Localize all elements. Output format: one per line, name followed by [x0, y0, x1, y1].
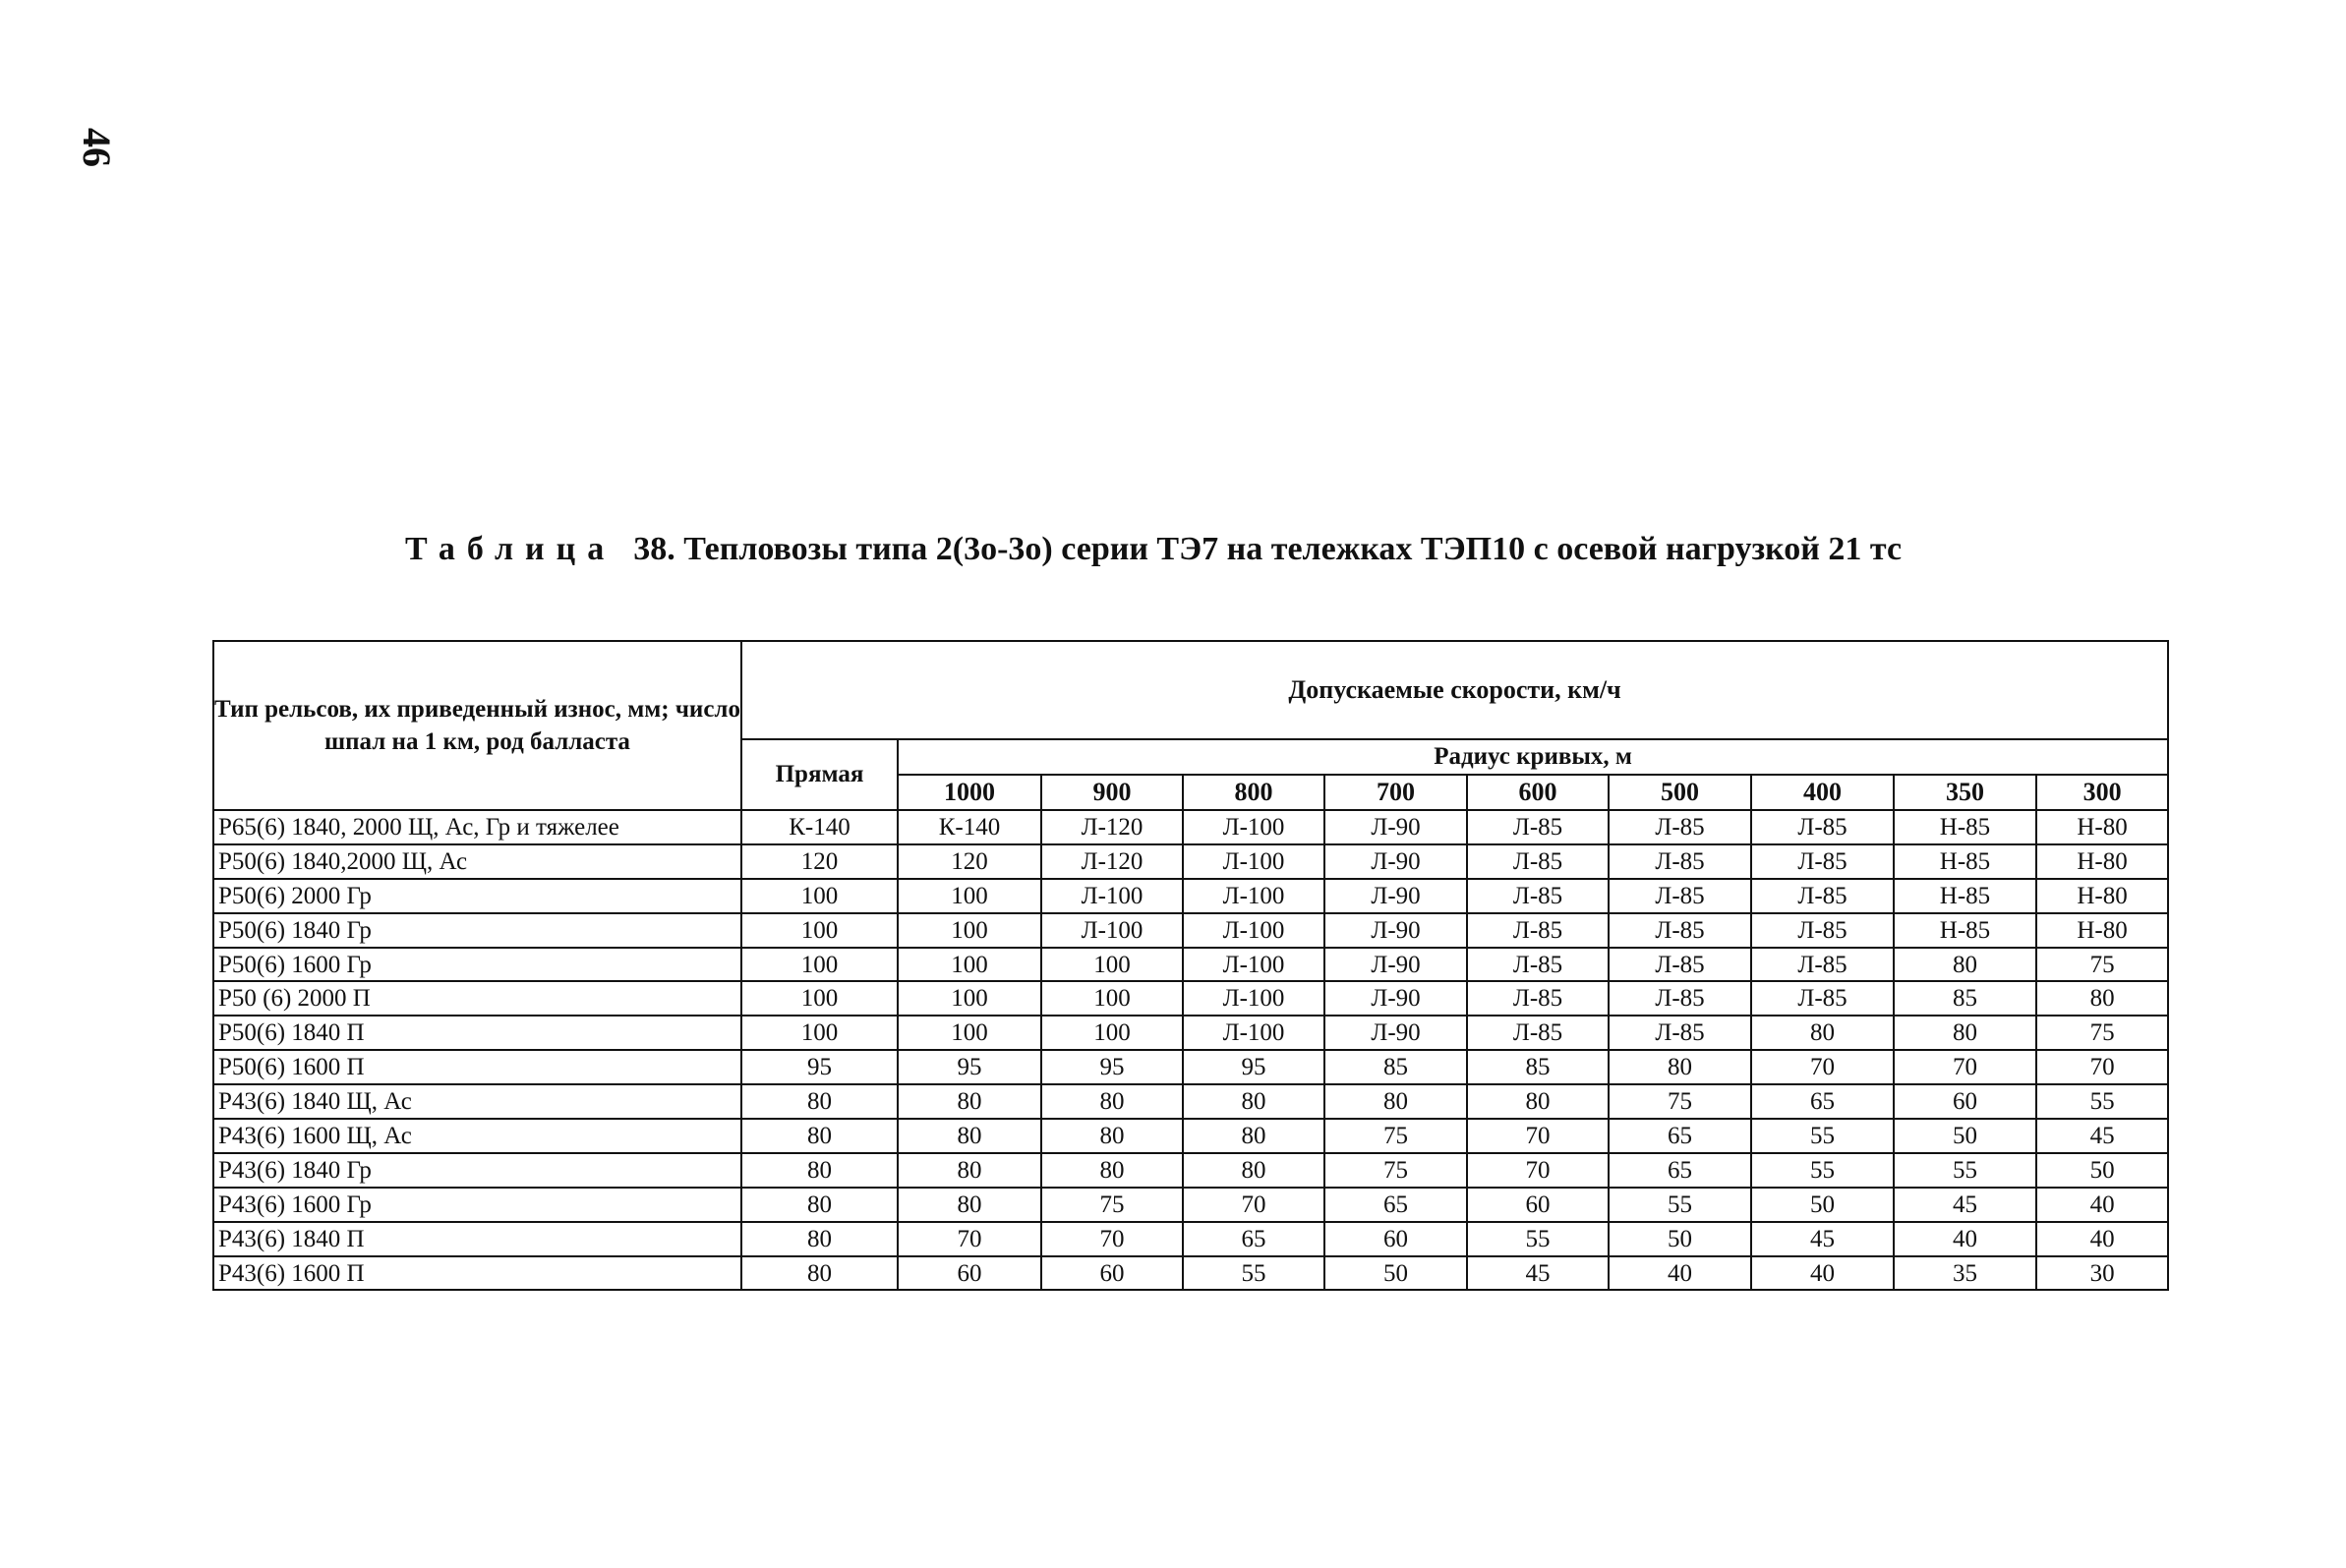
curve-speed-cell: 65 — [1324, 1188, 1467, 1222]
curve-speed-cell: 85 — [1894, 981, 2036, 1016]
curve-speed-cell: Н-85 — [1894, 879, 2036, 913]
curve-speed-cell: 80 — [1894, 948, 2036, 982]
rail-type-cell: Р65(6) 1840, 2000 Щ, Ас, Гр и тяжелее — [213, 810, 741, 844]
curve-speed-cell: 80 — [1041, 1084, 1183, 1119]
curve-speed-cell: Л-90 — [1324, 913, 1467, 948]
curve-speed-cell: 95 — [1041, 1050, 1183, 1084]
curve-speed-cell: 65 — [1609, 1119, 1751, 1153]
rail-type-cell: Р43(6) 1840 Щ, Ас — [213, 1084, 741, 1119]
curve-speed-cell: 80 — [1041, 1119, 1183, 1153]
curve-speed-cell: 60 — [1324, 1222, 1467, 1256]
curve-speed-cell: 80 — [1324, 1084, 1467, 1119]
table-row — [213, 844, 2168, 879]
curve-speed-cell: 80 — [1467, 1084, 1609, 1119]
curve-speed-cell: Л-90 — [1324, 981, 1467, 1016]
straight-speed-cell: 80 — [741, 1119, 898, 1153]
straight-speed-cell: 80 — [741, 1084, 898, 1119]
curve-speed-cell: 50 — [1751, 1188, 1894, 1222]
rail-type-cell: Р50(6) 1840 П — [213, 1016, 741, 1050]
curve-speed-cell: Н-85 — [1894, 913, 2036, 948]
curve-speed-cell: 95 — [1183, 1050, 1324, 1084]
table-row — [213, 879, 2168, 913]
curve-speed-cell: 70 — [1894, 1050, 2036, 1084]
curve-speed-cell: 50 — [2036, 1153, 2168, 1188]
curve-speed-cell: 75 — [2036, 1016, 2168, 1050]
allowed-speeds-header: Допускаемые скорости, км/ч — [741, 641, 2168, 739]
rail-type-cell: Р43(6) 1600 Щ, Ас — [213, 1119, 741, 1153]
table-body — [213, 810, 2168, 1290]
curve-speed-cell: 40 — [1751, 1256, 1894, 1291]
curve-speed-cell: 70 — [1183, 1188, 1324, 1222]
table-row — [213, 1084, 2168, 1119]
radius-column-header: 700 — [1324, 775, 1467, 810]
radius-column-header: 600 — [1467, 775, 1609, 810]
curve-speed-cell: Л-120 — [1041, 844, 1183, 879]
radius-column-header: 900 — [1041, 775, 1183, 810]
curve-speed-cell: 30 — [2036, 1256, 2168, 1291]
curve-speed-cell: 100 — [898, 879, 1041, 913]
curve-speed-cell: 65 — [1183, 1222, 1324, 1256]
curve-speed-cell: 55 — [2036, 1084, 2168, 1119]
straight-speed-cell: 80 — [741, 1222, 898, 1256]
radius-column-header: 800 — [1183, 775, 1324, 810]
curve-speed-cell: 60 — [1894, 1084, 2036, 1119]
table-row — [213, 810, 2168, 844]
straight-speed-cell: 100 — [741, 948, 898, 982]
curve-speed-cell: Л-85 — [1751, 879, 1894, 913]
table-title-label: Таблица — [405, 531, 616, 567]
curve-speed-cell: 100 — [898, 948, 1041, 982]
radius-column-header: 500 — [1609, 775, 1751, 810]
curve-speed-cell: Н-80 — [2036, 913, 2168, 948]
curve-speed-cell: 80 — [1183, 1119, 1324, 1153]
curve-speed-cell: 65 — [1609, 1153, 1751, 1188]
curve-speed-cell: Л-85 — [1609, 948, 1751, 982]
curve-speed-cell: Л-100 — [1183, 913, 1324, 948]
curve-speed-cell: 75 — [2036, 948, 2168, 982]
table-row — [213, 1119, 2168, 1153]
table-row — [213, 1222, 2168, 1256]
curve-speed-cell: 100 — [1041, 1016, 1183, 1050]
curve-speed-cell: Л-85 — [1751, 948, 1894, 982]
curve-speed-cell: 80 — [2036, 981, 2168, 1016]
curve-speed-cell: Л-90 — [1324, 1016, 1467, 1050]
straight-header: Прямая — [741, 739, 898, 810]
curve-speed-cell: К-140 — [898, 810, 1041, 844]
curve-speed-cell: 70 — [1751, 1050, 1894, 1084]
curve-speed-cell: 55 — [1609, 1188, 1751, 1222]
curve-speed-cell: Л-90 — [1324, 810, 1467, 844]
curve-speed-cell: 45 — [1467, 1256, 1609, 1291]
rail-type-cell: Р50(6) 1600 Гр — [213, 948, 741, 982]
straight-speed-cell: 100 — [741, 981, 898, 1016]
curve-speed-cell: Л-90 — [1324, 948, 1467, 982]
table-row — [213, 913, 2168, 948]
straight-speed-cell: К-140 — [741, 810, 898, 844]
curve-speed-cell: 100 — [1041, 948, 1183, 982]
curve-speed-cell: 80 — [1894, 1016, 2036, 1050]
curve-speed-cell: Л-120 — [1041, 810, 1183, 844]
curve-speed-cell: 100 — [898, 981, 1041, 1016]
curve-speed-cell: Л-85 — [1467, 913, 1609, 948]
curve-speed-cell: 50 — [1894, 1119, 2036, 1153]
rail-type-cell: Р50(6) 1600 П — [213, 1050, 741, 1084]
curve-speed-cell: 80 — [898, 1119, 1041, 1153]
straight-speed-cell: 80 — [741, 1188, 898, 1222]
curve-speed-cell: 80 — [898, 1153, 1041, 1188]
straight-speed-cell: 100 — [741, 879, 898, 913]
straight-speed-cell: 80 — [741, 1256, 898, 1291]
table-row — [213, 1016, 2168, 1050]
curve-speed-cell: 80 — [898, 1188, 1041, 1222]
radius-column-header: 400 — [1751, 775, 1894, 810]
curve-speed-cell: Л-85 — [1609, 879, 1751, 913]
curve-speed-cell: Л-85 — [1751, 913, 1894, 948]
radius-column-header: 300 — [2036, 775, 2168, 810]
curve-speed-cell: Н-85 — [1894, 844, 2036, 879]
curve-speed-cell: 45 — [2036, 1119, 2168, 1153]
curve-speed-cell: 75 — [1041, 1188, 1183, 1222]
straight-speed-cell: 100 — [741, 1016, 898, 1050]
table-row — [213, 1256, 2168, 1291]
curve-speed-cell: Л-85 — [1467, 948, 1609, 982]
page-number: 46 — [75, 128, 119, 167]
curve-speed-cell: 85 — [1324, 1050, 1467, 1084]
curve-speed-cell: 120 — [898, 844, 1041, 879]
curve-speed-cell: 60 — [898, 1256, 1041, 1291]
curve-speed-cell: Н-80 — [2036, 879, 2168, 913]
table-title-text: 38. Тепловозы типа 2(3о-3о) серии ТЭ7 на тележках ТЭП10 с осевой нагрузкой 21 тс — [633, 531, 1903, 567]
curve-speed-cell: Л-85 — [1467, 844, 1609, 879]
curve-speed-cell: 70 — [898, 1222, 1041, 1256]
curve-speed-cell: 55 — [1751, 1153, 1894, 1188]
curve-speed-cell: Л-100 — [1183, 844, 1324, 879]
curve-speed-cell: Н-80 — [2036, 844, 2168, 879]
rail-type-cell: Р43(6) 1600 П — [213, 1256, 741, 1291]
curve-speed-cell: 100 — [898, 1016, 1041, 1050]
curve-speed-cell: 40 — [1609, 1256, 1751, 1291]
curve-speed-cell: 70 — [1467, 1119, 1609, 1153]
table-title — [405, 531, 2175, 568]
table-row — [213, 948, 2168, 982]
curve-speed-cell: 65 — [1751, 1084, 1894, 1119]
curve-speed-cell: Н-80 — [2036, 810, 2168, 844]
curve-speed-cell: 55 — [1751, 1119, 1894, 1153]
curve-speed-cell: Л-85 — [1609, 810, 1751, 844]
curve-speed-cell: Н-85 — [1894, 810, 2036, 844]
curve-speed-cell: Л-90 — [1324, 879, 1467, 913]
curve-speed-cell: Л-100 — [1183, 810, 1324, 844]
curve-speed-cell: 95 — [898, 1050, 1041, 1084]
curve-speed-cell: 100 — [1041, 981, 1183, 1016]
rail-type-cell: Р43(6) 1600 Гр — [213, 1188, 741, 1222]
curve-speed-cell: 55 — [1894, 1153, 2036, 1188]
curve-speed-cell: 40 — [2036, 1188, 2168, 1222]
curve-speed-cell: 80 — [1183, 1153, 1324, 1188]
curve-speed-cell: Л-85 — [1609, 844, 1751, 879]
rail-type-cell: Р50(6) 2000 Гр — [213, 879, 741, 913]
curve-speed-cell: 70 — [1467, 1153, 1609, 1188]
curve-speed-cell: Л-85 — [1467, 879, 1609, 913]
curve-speed-cell: 60 — [1041, 1256, 1183, 1291]
curve-speed-cell: 60 — [1467, 1188, 1609, 1222]
curve-speed-cell: Л-90 — [1324, 844, 1467, 879]
curve-speed-cell: 40 — [2036, 1222, 2168, 1256]
rail-type-cell: Р50 (6) 2000 П — [213, 981, 741, 1016]
curve-speed-cell: Л-100 — [1183, 981, 1324, 1016]
curve-speed-cell: Л-100 — [1183, 879, 1324, 913]
table-row — [213, 1050, 2168, 1084]
rail-type-header: Тип рельсов, их приведенный износ, мм; число шпал на 1 км, род балласта — [213, 641, 741, 810]
curve-radius-header: Радиус кривых, м — [898, 739, 2168, 775]
curve-speed-cell: Л-100 — [1183, 1016, 1324, 1050]
curve-speed-cell: 75 — [1609, 1084, 1751, 1119]
table-row — [213, 1153, 2168, 1188]
curve-speed-cell: 70 — [2036, 1050, 2168, 1084]
curve-speed-cell: 50 — [1324, 1256, 1467, 1291]
curve-speed-cell: 80 — [1041, 1153, 1183, 1188]
curve-speed-cell: 40 — [1894, 1222, 2036, 1256]
curve-speed-cell: 50 — [1609, 1222, 1751, 1256]
rail-type-cell: Р43(6) 1840 Гр — [213, 1153, 741, 1188]
curve-speed-cell: 75 — [1324, 1119, 1467, 1153]
straight-speed-cell: 120 — [741, 844, 898, 879]
rail-type-cell: Р43(6) 1840 П — [213, 1222, 741, 1256]
curve-speed-cell: 55 — [1183, 1256, 1324, 1291]
curve-speed-cell: 70 — [1041, 1222, 1183, 1256]
curve-speed-cell: 100 — [898, 913, 1041, 948]
curve-speed-cell: Л-85 — [1609, 913, 1751, 948]
curve-speed-cell: Л-85 — [1609, 981, 1751, 1016]
radius-column-header: 350 — [1894, 775, 2036, 810]
curve-speed-cell: 80 — [1609, 1050, 1751, 1084]
curve-speed-cell: Л-85 — [1751, 844, 1894, 879]
curve-speed-cell: Л-85 — [1467, 981, 1609, 1016]
curve-speed-cell: Л-85 — [1751, 810, 1894, 844]
curve-speed-cell: 55 — [1467, 1222, 1609, 1256]
curve-speed-cell: 35 — [1894, 1256, 2036, 1291]
curve-speed-cell: Л-100 — [1041, 879, 1183, 913]
straight-speed-cell: 95 — [741, 1050, 898, 1084]
curve-speed-cell: Л-100 — [1183, 948, 1324, 982]
table-row — [213, 981, 2168, 1016]
straight-speed-cell: 80 — [741, 1153, 898, 1188]
table-row — [213, 1188, 2168, 1222]
curve-speed-cell: Л-100 — [1041, 913, 1183, 948]
rail-type-cell: Р50(6) 1840 Гр — [213, 913, 741, 948]
straight-speed-cell: 100 — [741, 913, 898, 948]
curve-speed-cell: Л-85 — [1609, 1016, 1751, 1050]
rail-type-cell: Р50(6) 1840,2000 Щ, Ас — [213, 844, 741, 879]
speed-table — [212, 640, 2169, 1291]
curve-speed-cell: 85 — [1467, 1050, 1609, 1084]
curve-speed-cell: Л-85 — [1467, 1016, 1609, 1050]
radius-column-header: 1000 — [898, 775, 1041, 810]
curve-speed-cell: 75 — [1324, 1153, 1467, 1188]
curve-speed-cell: Л-85 — [1467, 810, 1609, 844]
curve-speed-cell: 80 — [898, 1084, 1041, 1119]
curve-speed-cell: 45 — [1894, 1188, 2036, 1222]
curve-speed-cell: 45 — [1751, 1222, 1894, 1256]
curve-speed-cell: 80 — [1751, 1016, 1894, 1050]
curve-speed-cell: Л-85 — [1751, 981, 1894, 1016]
curve-speed-cell: 80 — [1183, 1084, 1324, 1119]
